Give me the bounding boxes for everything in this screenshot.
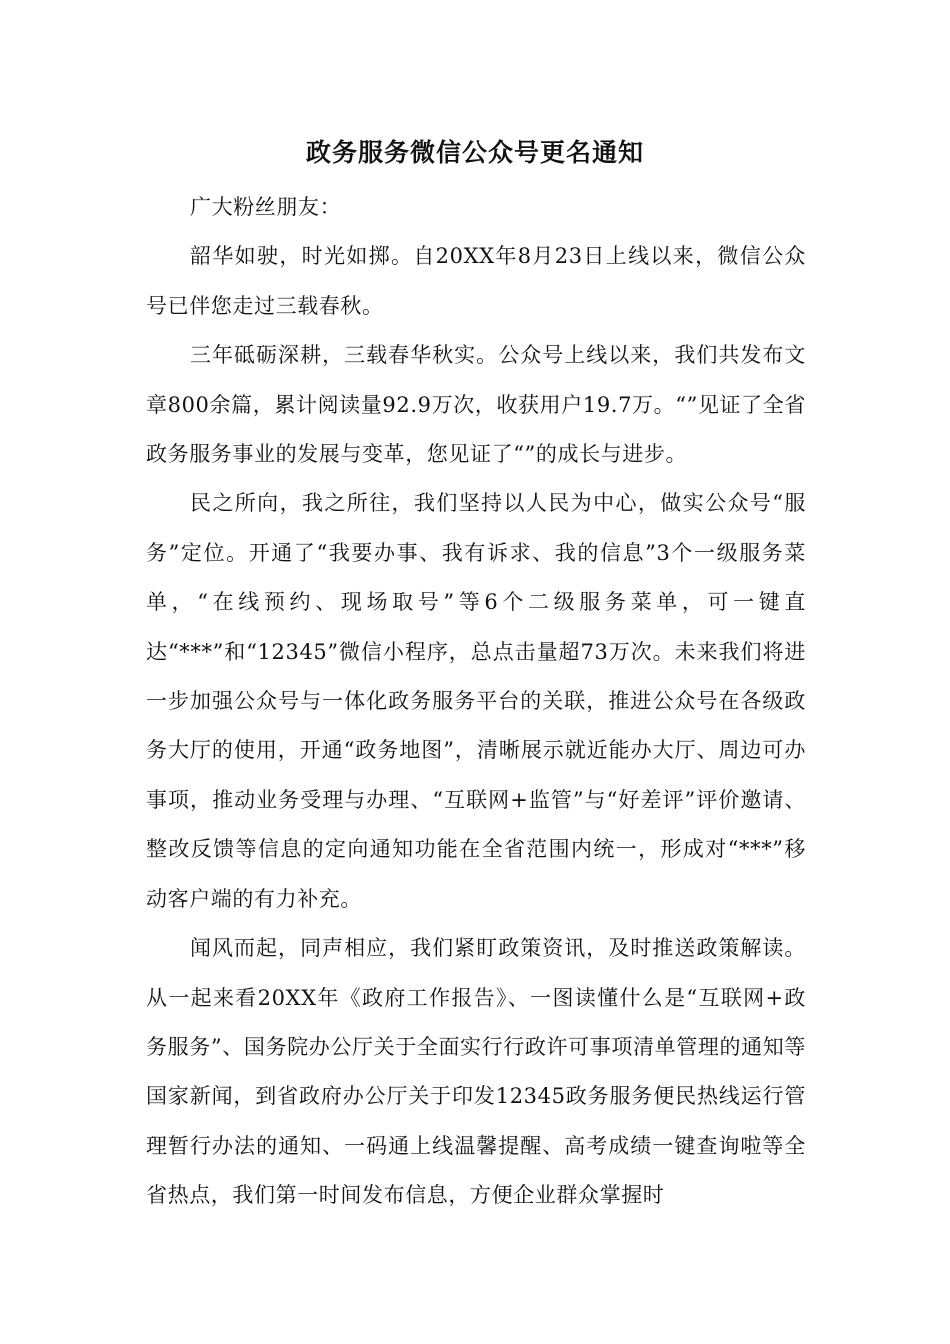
document-title: 政务服务微信公众号更名通知 [305,138,644,167]
document-body [146,183,806,1221]
paragraph-4: 闻风而起，同声相应，我们紧盯政策资讯，及时推送政策解读。从一起来看20XX年《政府工作报告》、一图读懂什么是“互联网+政务服务”、国务院办公厅关于全面实行行政许可事项清单管理的通知等国家新闻，到省政府办公厅关于印发12345政务服务便民热线运行管理暂行办法的通知、一码通上线温馨提醒、高考成绩一键查询啦等全省热点，我们第一时间发布信息，方便企业群众掌握时 [146,936,806,1208]
paragraph-3: 民之所向，我之所往，我们坚持以人民为中心，做实公众号“服务”定位。开通了“我要办事、我有诉求、我的信息”3个一级服务菜单，“在线预约、现场取号”等6个二级服务菜单，可一键直达“***”和“12345”微信小程序，总点击量超73万次。未来我们将进一步加强公众号与一体化政务服务平台的关联，推进公众号在各级政务大厅的使用，开通“政务地图”，清晰展示就近能办大厅、周边可办事项，推动业务受理与办理、“互联网+监管”与“好差评”评价邀请、整改反馈等信息的定向通知功能在全省范围内统一，形成对“***”移动客户端的有力补充。 [146,491,806,911]
paragraph-1: 韶华如驶，时光如掷。自20XX年8月23日上线以来，微信公众号已伴您走过三载春秋。 [146,244,806,318]
salutation: 广大粉丝朋友： [190,195,342,219]
paragraph-2: 三年砥砺深耕，三载春华秋实。公众号上线以来，我们共发布文章800余篇，累计阅读量92.9万次，收获用户19.7万。“”见证了全省政务服务事业的发展与变革，您见证了“”的成长与进步。 [146,343,806,467]
